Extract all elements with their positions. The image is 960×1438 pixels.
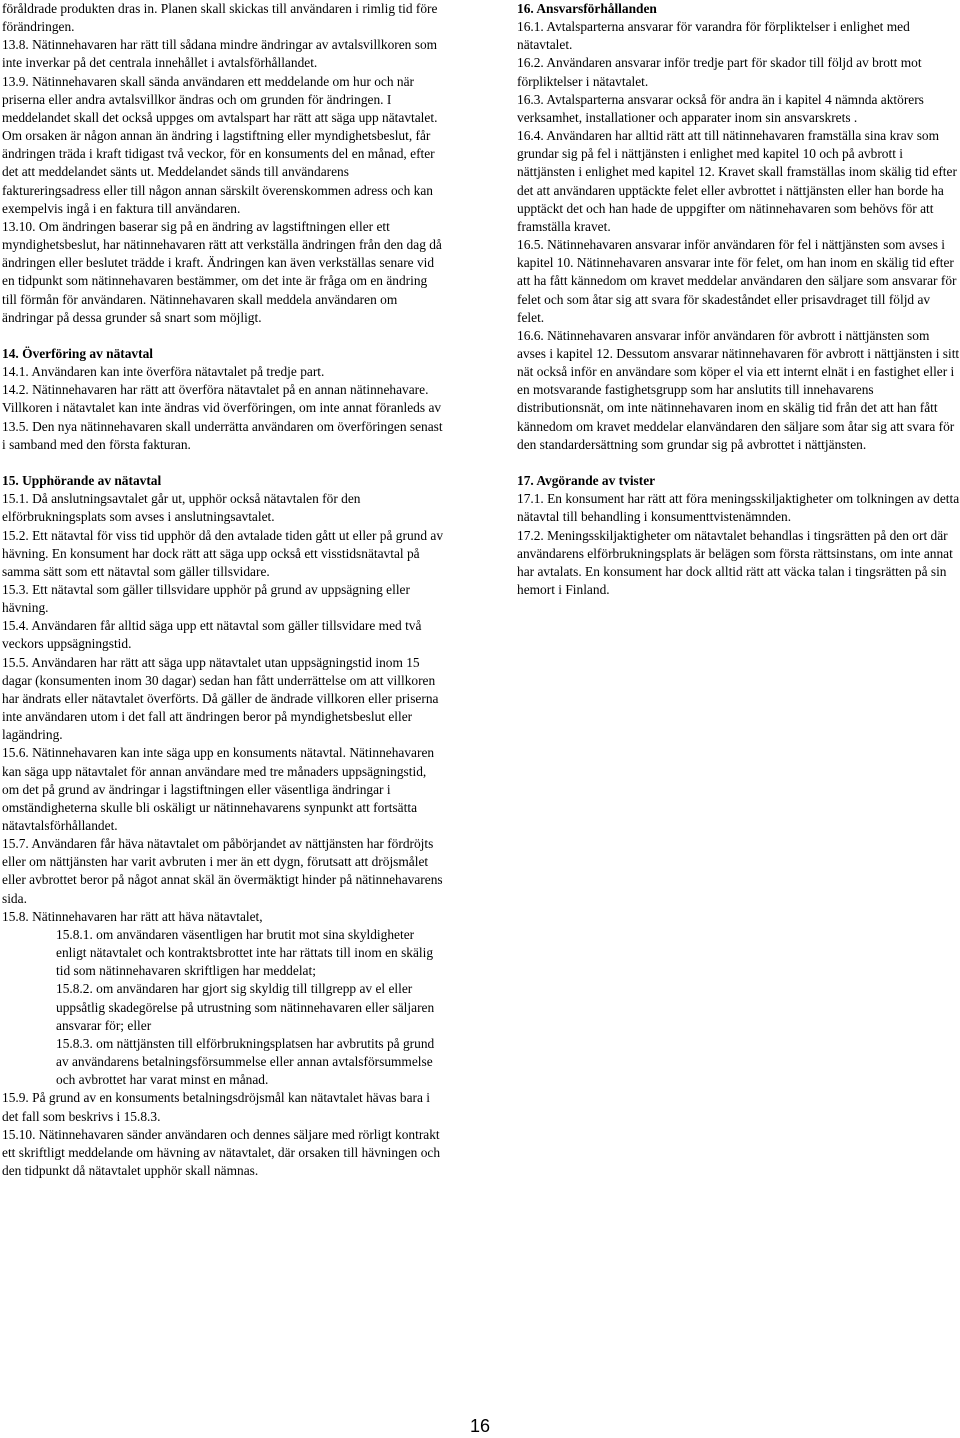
sub-item-15-8-2: 15.8.2. om användaren har gjort sig skyldig till tillgrepp av el eller uppsåtlig skadegörelse på utrustning som nätinnehavaren eller säljaren ansvarar för; eller — [56, 981, 435, 1033]
paragraph-15-5: 15.5. Användaren har rätt att säga upp nätavtalet utan uppsägningstid inom 15 dagar (konsumenten inom 30 dagar) sedan han fått underrättelse om att villkoren har ändrats eller nätavtalet överförts. Då gäller de ändrade villkoren eller priserna inte användaren utom i det fall att ändringen beror på myndighetsbeslut eller lagändring. — [2, 654, 439, 743]
right-column — [517, 0, 960, 599]
paragraph-13-9: 13.9. Nätinnehavaren skall sända användaren ett meddelande om hur och när priserna eller andra avtalsvillkor ändras och om grunden för ändringen. I meddelandet skall det också uppges om avtalspart har rätt att säga upp nätavtalet. Om orsaken är någon annan än ändring i lagstiftning eller myndighetsbeslut, får ändringen träda i kraft tidigast två veckor, för en konsuments del en månad, efter det att meddelandet sänts ut. Meddelandet sänds till användarens faktureringsadress eller till någon annan särskilt överenskommen adress och kan exempelvis ingå i en faktura till användaren. — [2, 73, 438, 216]
section-16-heading: 16. Ansvarsförhållanden — [517, 1, 657, 16]
paragraph-16-6: 16.6. Nätinnehavaren ansvarar inför användaren för avbrott i nättjänsten som avses i kapitel 12. Dessutom ansvarar nätinnehavaren för avbrott i nättjänsten i sitt nät också inför en användare som köper el via ett internt elnät i en fastighet eller i en motsvarande fastighetsgrupp som har anslutits till innehavarens distributionsnät, om inte nätinnehavaren inom en skälig tid från det att han fått kännedom om kravet meddelar elanvändaren den säljare som åtar sig att svara för den standardersättning som grundar sig på avbrottet i nättjänsten. — [517, 327, 960, 452]
sub-item-15-8-1: 15.8.1. om användaren väsentligen har brutit mot sina skyldigheter enligt nätavtalet och kontraktsbrottet inte har rättats till inom en skälig tid som nätinnehavaren skriftligen har meddelat; — [56, 926, 434, 979]
paragraph-15-6: 15.6. Nätinnehavaren kan inte säga upp en konsuments nätavtal. Nätinnehavaren kan säga upp nätavtalet för annan användare med tre månaders uppsägningstid, om det på grund av ändringar i lagstiftningen eller väsentliga ändringar i omständigheterna skulle bli oskäligt ur nätinnehavarens synpunkt att fortsätta nätavtalsförhållandet. — [2, 745, 435, 833]
left-column — [2, 0, 445, 1180]
paragraph-13-8: 13.8. Nätinnehavaren har rätt till sådana mindre ändringar av avtalsvillkoren som inte inverkar på det centrala innehållet i avtalsförhållandet. — [2, 37, 438, 71]
section-spacer — [2, 454, 445, 472]
paragraph-continued: föråldrade produkten dras in. Planen skall skickas till användaren i rimlig tid före förändringen. — [2, 1, 438, 35]
paragraph-15-1: 15.1. Då anslutningsavtalet går ut, upphör också nätavtalen för den elförbrukningsplats som avses i anslutningsavtalet. — [2, 491, 361, 525]
section-spacer — [2, 327, 445, 345]
paragraph-15-9: 15.9. På grund av en konsuments betalningsdröjsmål kan nätavtalet hävas bara i det fall som beskrivs i 15.8.3. — [2, 1090, 431, 1124]
paragraph-16-4: 16.4. Användaren har alltid rätt att till nätinnehavaren framställa sina krav som grundar sig på fel i nättjänsten i enlighet med kapitel 10 och på avbrott i nättjänsten i enlighet med kapitel 12. Kravet skall framställas inom skälig tid efter det att användaren upptäckte felet eller avbrottet i nättjänsten eller han borde ha upptäckt det och han hade de uppgifter om nätinnehavaren som behövs för att framställa kravet. — [517, 128, 957, 234]
paragraph-16-5: 16.5. Nätinnehavaren ansvarar inför användaren för fel i nättjänsten som avses i kapitel 10. Nätinnehavaren ansvarar inte för felet, om han inom en skälig tid efter att ha fått kännedom om kravet meddelar användaren den säljare som ansvarar för felet och som åtar sig att svara för skadeståndet eller prisavdraget till följd av felet. — [517, 237, 957, 325]
section-15-heading: 15. Upphörande av nätavtal — [2, 473, 162, 489]
paragraph-14-2: 14.2. Nätinnehavaren har rätt att överföra nätavtalet på en annan nätinnehavare. Villkoren i nätavtalet kan inte ändras vid överföringen, om inte annat föranleds av 13.5. Den nya nätinnehavaren skall underrätta användaren om överföringen senast i samband med den första fakturan. — [2, 382, 443, 452]
paragraph-17-1: 17.1. En konsument har rätt att föra meningsskiljaktigheter om tolkningen av detta nätavtal till behandling i konsumenttvistenämnden. — [517, 491, 960, 525]
paragraph-16-1: 16.1. Avtalsparterna ansvarar för varandra för förpliktelser i enlighet med nätavtalet. — [517, 19, 910, 53]
page-number: 16 — [469, 1416, 491, 1436]
paragraph-15-10: 15.10. Nätinnehavaren sänder användaren och dennes säljare med rörligt kontrakt ett skriftligt meddelande om hävning av nätavtalet, där orsaken till hävningen och den tidpunkt då nätavtalet upphör skall nämnas. — [2, 1126, 441, 1178]
paragraph-15-4: 15.4. Användaren får alltid säga upp ett nätavtal som gäller tillsvidare med två veckors uppsägningstid. — [2, 618, 422, 652]
paragraph-14-1: 14.1. Användaren kan inte överföra nätavtalet på tredje part. — [2, 364, 325, 380]
paragraph-13-10: 13.10. Om ändringen baserar sig på en ändring av lagstiftningen eller ett myndighetsbeslut, har nätinnehavaren rätt att verkställa ändringen från den dag då ändringen eller beslutet trädde i kraft. Ändringen kan även verkställas senare vid en tidpunkt som nätinnehavaren bestämmer, om det inte är fråga om en ändring till förmån för användaren. Nätinnehavaren skall meddela användaren om ändringar på dessa grunder så snart som möjligt. — [2, 218, 442, 325]
paragraph-15-7: 15.7. Användaren får häva nätavtalet om påbörjandet av nättjänsten har fördröjts eller om nättjänsten har varit avbruten i mer än ett dygn, förutsatt att dröjsmålet eller avbrottet beror på något annat skäl än övermäktigt hinder på nätinnehavarens sida. — [2, 836, 443, 906]
paragraph-16-3: 16.3. Avtalsparterna ansvarar också för andra än i kapitel 4 nämnda aktörers verksamhet, installationer och apparater inom sin ansvarskrets . — [517, 91, 924, 125]
section-spacer — [517, 454, 960, 472]
paragraph-16-2: 16.2. Användaren ansvarar inför tredje part för skador till följd av brott mot förpliktelser i nätavtalet. — [517, 55, 922, 89]
section-17-heading: 17. Avgörande av tvister — [517, 473, 656, 489]
paragraph-15-3: 15.3. Ett nätavtal som gäller tillsvidare upphör på grund av uppsägning eller hävning. — [2, 581, 410, 616]
paragraph-15-2: 15.2. Ett nätavtal för viss tid upphör då den avtalade tiden gått ut eller på grund av hävning. En konsument har dock rätt att säga upp också ett visstidsnätavtal på samma sätt som ett nätavtal som gäller tillsvidare. — [2, 527, 444, 579]
sub-item-15-8-3: 15.8.3. om nättjänsten till elförbrukningsplatsen har avbrutits på grund av användarens betalningsförsummelse eller annan avtalsförsummelse och avbrottet har varat minst en månad. — [56, 1035, 435, 1088]
paragraph-17-2: 17.2. Meningsskiljaktigheter om nätavtalet behandlas i tingsrätten på den ort där användarens elförbrukningsplats är belägen som första rättsinstans, om inte annat har avtalats. En konsument har dock alltid rätt att väcka talan i tingsrätten på sin hemort i Finland. — [517, 527, 953, 597]
section-14-heading: 14. Överföring av nätavtal — [2, 345, 153, 361]
paragraph-15-8: 15.8. Nätinnehavaren har rätt att häva nätavtalet, — [2, 908, 263, 924]
